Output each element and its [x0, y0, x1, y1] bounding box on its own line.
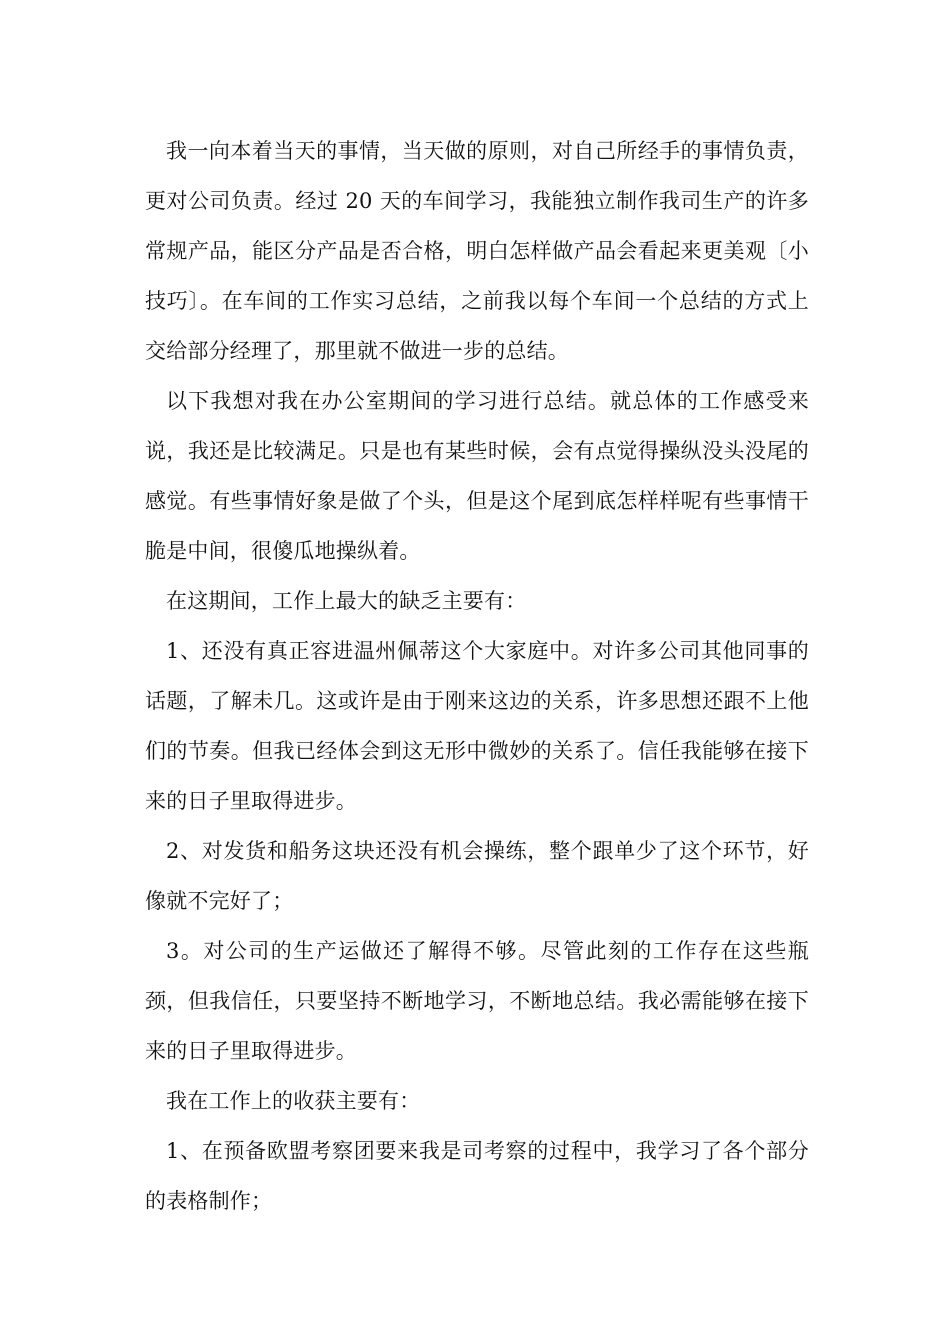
paragraph-shortcoming-1: 1、还没有真正容进温州佩蒂这个大家庭中。对许多公司其他同事的话题，了解未几。这或许是由于刚来这边的关系，许多思想还跟不上他们的节奏。但我已经体会到这无形中微妙的关系了。信任我能够在接下来的日子里取得进步。 [145, 639, 809, 813]
paragraph-office-summary: 以下我想对我在办公室期间的学习进行总结。就总体的工作感受来说，我还是比较满足。只是也有某些时候，会有点觉得操纵没头没尾的感觉。有些事情好象是做了个头，但是这个尾到底怎样样呢有些事情干脆是中间，很傻瓜地操纵着。 [145, 389, 809, 563]
paragraph-shortcoming-3: 3。对公司的生产运做还了解得不够。尽管此刻的工作存在这些瓶颈，但我信任，只要坚持不断地学习，不断地总结。我必需能够在接下来的日子里取得进步。 [145, 939, 809, 1063]
paragraph-gain-1: 1、在预备欧盟考察团要来我是司考察的过程中，我学习了各个部分的表格制作； [145, 1139, 809, 1213]
document-body [145, 126, 809, 1226]
paragraph-shortcomings-heading: 在这期间，工作上最大的缺乏主要有： [166, 589, 527, 613]
paragraph-shortcoming-2: 2、对发货和船务这块还没有机会操练，整个跟单少了这个环节，好像就不完好了； [145, 839, 809, 913]
paragraph-work-principle: 我一向本着当天的事情，当天做的原则，对自己所经手的事情负责，更对公司负责。经过 20 天的车间学习，我能独立制作我司生产的许多常规产品，能区分产品是否合格，明白怎样做产品会看起来更美观〔小技巧〕。在车间的工作实习总结，之前我以每个车间一个总结的方式上交给部分经理了，那里就不做进一步的总结。 [145, 139, 809, 363]
paragraph-gains-heading: 我在工作上的收获主要有： [166, 1089, 421, 1113]
